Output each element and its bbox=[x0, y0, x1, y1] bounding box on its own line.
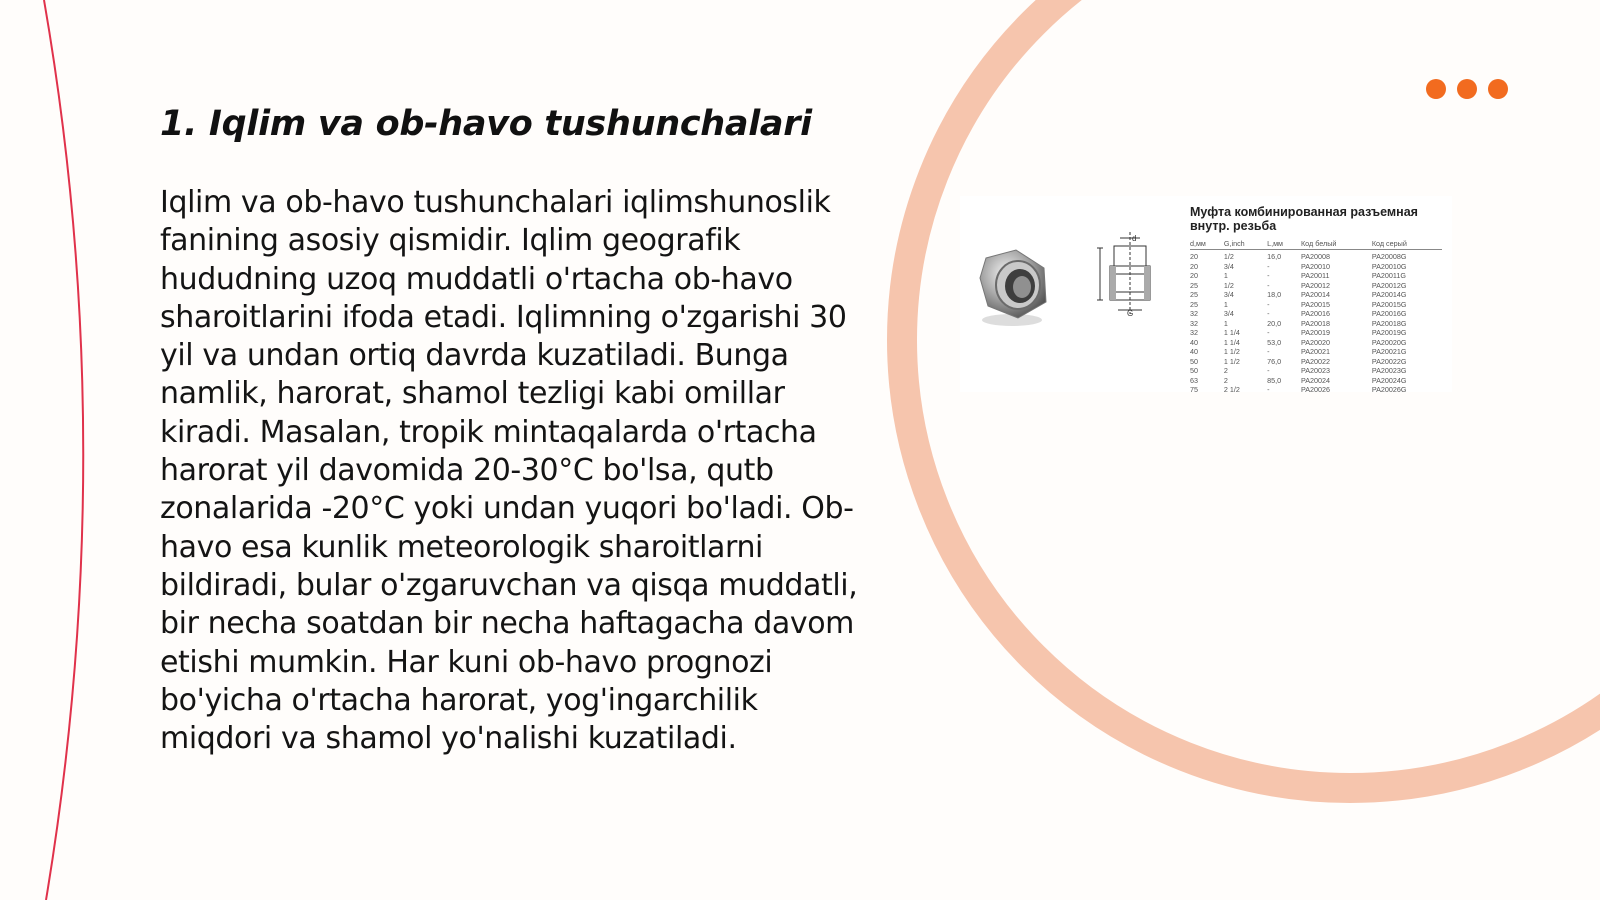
table-cell: - bbox=[1267, 261, 1270, 271]
spec-title: Муфта комбинированная разъемная внутр. резьба bbox=[1190, 205, 1418, 233]
table-cell: - bbox=[1267, 299, 1270, 309]
table-cell: - bbox=[1267, 328, 1270, 337]
table-row bbox=[1190, 347, 1442, 357]
spec-table-block bbox=[1190, 205, 1446, 395]
slide-body-text: Iqlim va ob-havo tushunchalari iqlimshunoslik fanining asosiy qismidir. Iqlim geografik hududning uzoq muddatli o'rtacha ob-havo sharoitlarini ifoda etadi. Iqlimning o'zgarishi 30 yil va undan ortiq davrda kuzatiladi. Bunga namlik, harorat, shamol tezligi kabi omillar kiradi. Masalan, tropik mintaqalarda o'rtacha harorat yil davomida 20-30°C bo'lsa, qutb zonalarida -20°C yoki undan yuqori bo'ladi. Ob-havo esa kunlik meteorologik sharoitlarni bildiradi, bular o'zgaruvchan va qisqa muddatli, bir necha soatdan bir necha haftagacha davom etishi mumkin. Har kuni ob-havo prognozi bo'yicha o'rtacha harorat, yog'ingarchilik miqdori va shamol yo'nalishi kuzatiladi. bbox=[160, 185, 858, 757]
spec-header-row bbox=[1190, 239, 1442, 250]
table-cell: 2 bbox=[1223, 366, 1228, 375]
table-cell: 32 bbox=[1190, 318, 1198, 328]
table-row bbox=[1190, 262, 1442, 272]
table-cell: 63 bbox=[1190, 375, 1198, 385]
table-cell: 1 bbox=[1223, 299, 1228, 309]
slide-dots bbox=[1426, 79, 1508, 99]
table-cell: PA20023 bbox=[1300, 366, 1331, 375]
table-cell: 20 bbox=[1190, 252, 1198, 261]
table-cell: PA20018 bbox=[1300, 318, 1331, 328]
table-cell: 20,0 bbox=[1267, 318, 1282, 328]
table-cell: PA20020 bbox=[1300, 337, 1331, 347]
table-row bbox=[1190, 300, 1442, 310]
table-cell: PA20026G bbox=[1371, 385, 1407, 394]
table-row bbox=[1190, 271, 1442, 281]
table-cell: 25 bbox=[1190, 290, 1198, 299]
table-cell: PA20026 bbox=[1300, 385, 1331, 394]
table-cell: PA20012G bbox=[1371, 280, 1407, 290]
fitting-drawing-icon bbox=[1094, 230, 1166, 318]
table-cell: 25 bbox=[1190, 299, 1198, 309]
table-cell: PA20015 bbox=[1300, 299, 1331, 309]
table-cell: 3/4 bbox=[1223, 309, 1234, 318]
table-cell: PA20016G bbox=[1371, 309, 1407, 318]
table-row bbox=[1190, 357, 1442, 367]
table-cell: PA20021 bbox=[1300, 347, 1331, 356]
table-cell: 25 bbox=[1190, 280, 1198, 290]
table-cell: PA20008 bbox=[1300, 252, 1331, 261]
table-row bbox=[1190, 319, 1442, 329]
table-cell: PA20011G bbox=[1371, 271, 1406, 280]
slide-title: 1. Iqlim va ob-havo tushunchalari bbox=[160, 104, 812, 144]
table-cell: 32 bbox=[1190, 309, 1198, 318]
table-cell: - bbox=[1267, 347, 1270, 356]
spec-column-header: d,мм bbox=[1190, 239, 1224, 250]
table-cell: 75 bbox=[1190, 385, 1198, 394]
table-cell: 1 1/4 bbox=[1223, 337, 1240, 347]
table-cell: 16,0 bbox=[1267, 252, 1282, 261]
spec-column-header: G,inch bbox=[1224, 239, 1267, 250]
table-cell: 50 bbox=[1190, 356, 1198, 366]
table-cell: PA20016 bbox=[1300, 309, 1331, 318]
table-cell: PA20020G bbox=[1371, 337, 1407, 347]
drawing-label-g: G bbox=[1127, 309, 1134, 318]
table-row bbox=[1190, 290, 1442, 300]
table-row bbox=[1190, 309, 1442, 319]
table-cell: 40 bbox=[1190, 347, 1198, 356]
table-cell: PA20024 bbox=[1300, 375, 1331, 385]
spec-column-header: Код белый bbox=[1301, 239, 1372, 250]
table-cell: PA20011 bbox=[1300, 271, 1330, 280]
table-cell: PA20018G bbox=[1371, 318, 1407, 328]
drawing-label-d: d bbox=[1132, 234, 1137, 243]
table-cell: PA20014 bbox=[1300, 290, 1331, 299]
table-cell: 18,0 bbox=[1267, 290, 1282, 299]
table-row bbox=[1190, 250, 1442, 262]
table-cell: PA20022G bbox=[1371, 356, 1407, 366]
table-cell: 85,0 bbox=[1267, 375, 1282, 385]
table-cell: 20 bbox=[1190, 271, 1198, 280]
table-row bbox=[1190, 376, 1442, 386]
fitting-photo-icon bbox=[966, 240, 1056, 330]
spec-table bbox=[1190, 239, 1442, 395]
table-cell: - bbox=[1267, 271, 1270, 280]
spec-column-header: L,мм bbox=[1267, 239, 1301, 250]
table-cell: PA20012 bbox=[1300, 280, 1331, 290]
table-cell: PA20019 bbox=[1300, 328, 1331, 337]
table-cell: PA20010 bbox=[1300, 261, 1331, 271]
table-cell: - bbox=[1267, 366, 1270, 375]
table-cell: PA20015G bbox=[1371, 299, 1407, 309]
table-cell: 1/2 bbox=[1223, 280, 1234, 290]
table-cell: - bbox=[1267, 280, 1270, 290]
table-cell: 20 bbox=[1190, 261, 1198, 271]
table-cell: 2 bbox=[1223, 375, 1228, 385]
table-cell: 2 1/2 bbox=[1223, 385, 1240, 394]
table-row bbox=[1190, 385, 1442, 395]
table-cell: 3/4 bbox=[1223, 290, 1234, 299]
dot-icon bbox=[1488, 79, 1508, 99]
table-row bbox=[1190, 338, 1442, 348]
table-cell: 32 bbox=[1190, 328, 1198, 337]
left-curve bbox=[44, 0, 83, 900]
table-cell: - bbox=[1267, 385, 1270, 394]
table-cell: PA20014G bbox=[1371, 290, 1407, 299]
table-cell: 1 1/4 bbox=[1223, 328, 1240, 337]
table-cell: PA20021G bbox=[1371, 347, 1407, 356]
dot-icon bbox=[1426, 79, 1446, 99]
table-cell: 3/4 bbox=[1223, 261, 1234, 271]
dot-icon bbox=[1457, 79, 1477, 99]
table-cell: PA20023G bbox=[1371, 366, 1407, 375]
table-cell: 76,0 bbox=[1267, 356, 1282, 366]
table-cell: PA20022 bbox=[1300, 356, 1331, 366]
table-cell: 1 bbox=[1223, 271, 1228, 280]
table-cell: 1 1/2 bbox=[1223, 347, 1240, 356]
table-cell: 1/2 bbox=[1223, 252, 1234, 261]
table-row bbox=[1190, 366, 1442, 376]
table-cell: 1 1/2 bbox=[1223, 356, 1240, 366]
table-cell: PA20019G bbox=[1371, 328, 1407, 337]
table-cell: 40 bbox=[1190, 337, 1198, 347]
table-cell: PA20024G bbox=[1371, 375, 1407, 385]
spec-column-header: Код серый bbox=[1372, 239, 1442, 250]
table-cell: 1 bbox=[1223, 318, 1228, 328]
table-cell: - bbox=[1267, 309, 1270, 318]
table-cell: PA20010G bbox=[1371, 261, 1407, 271]
table-row bbox=[1190, 281, 1442, 291]
table-cell: 50 bbox=[1190, 366, 1198, 375]
table-row bbox=[1190, 328, 1442, 338]
table-cell: 53,0 bbox=[1267, 337, 1282, 347]
table-cell: PA20008G bbox=[1371, 252, 1407, 261]
